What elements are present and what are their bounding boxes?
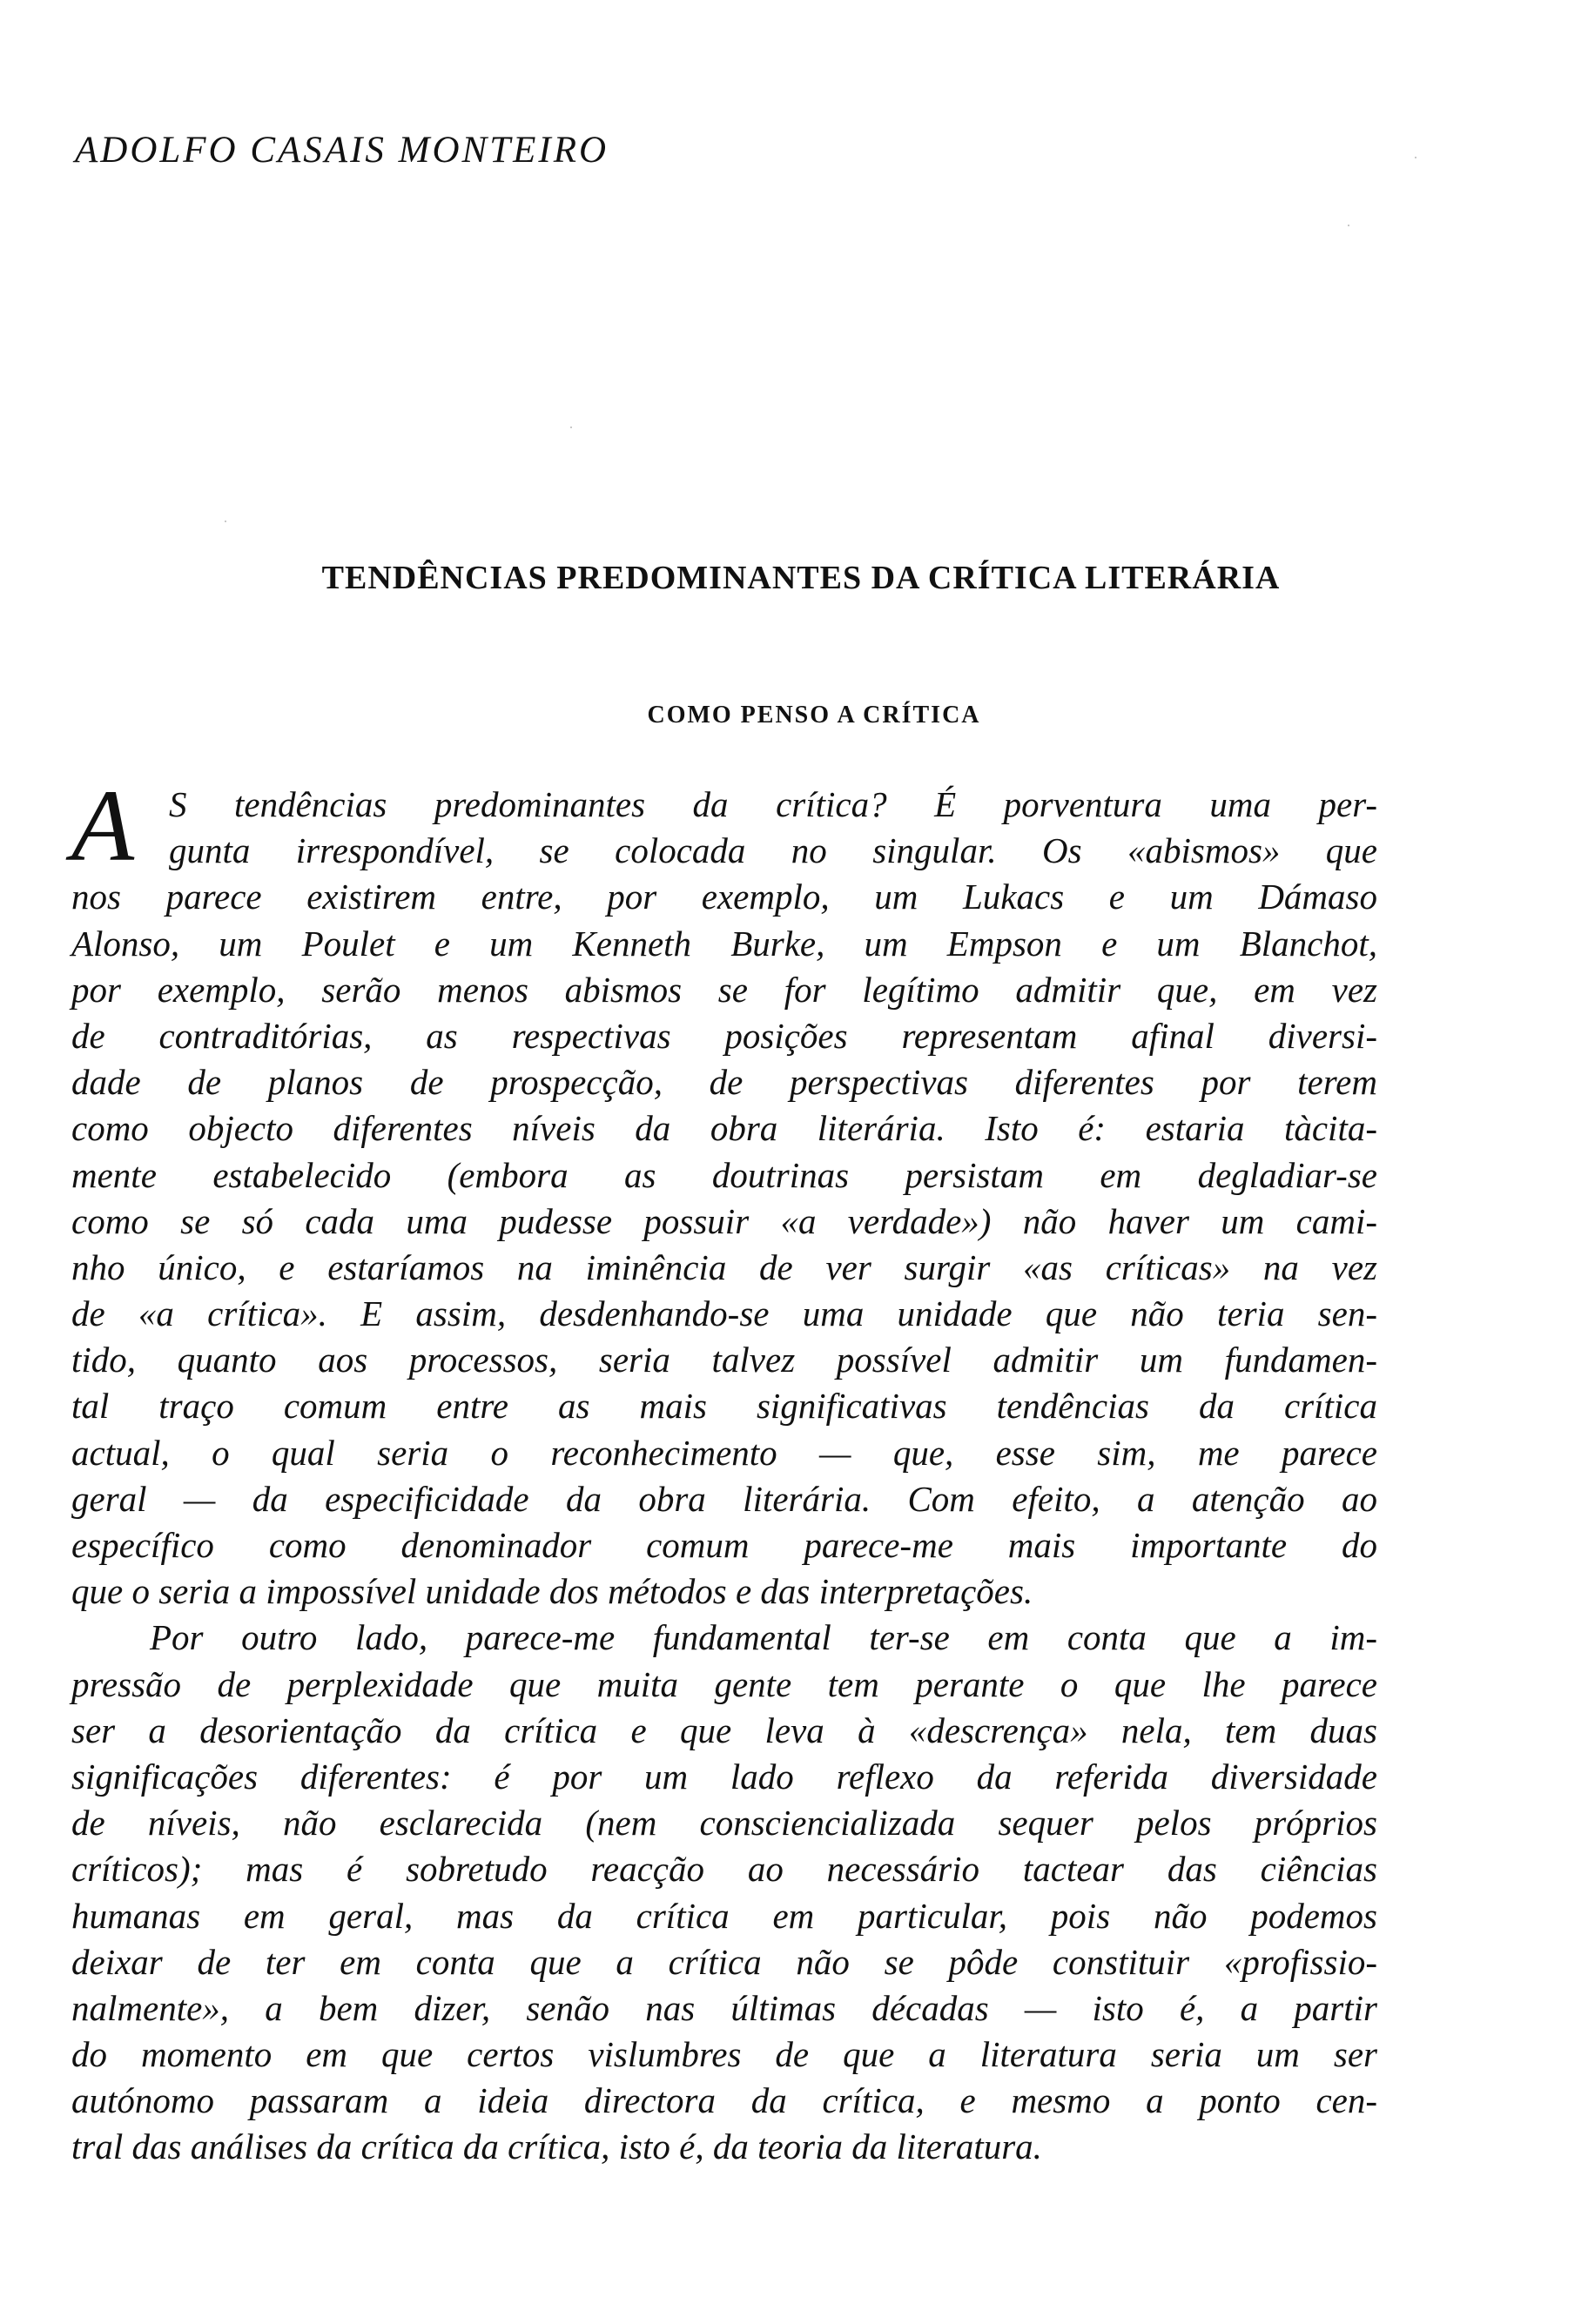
scan-speck — [225, 521, 226, 522]
text-line: Alonso, um Poulet e um Kenneth Burke, um Empson e um Blanchot, — [71, 923, 1377, 964]
text-line: críticos); mas é sobretudo reacção ao necessário tactear das ciências — [71, 1849, 1377, 1890]
text-line: tido, quanto aos processos, seria talvez possível admitir um fundamen- — [71, 1340, 1377, 1380]
text-line: gunta irrespondível, se colocada no singular. Os «abismos» que — [169, 830, 1377, 871]
scan-speck — [1348, 225, 1349, 226]
body-text — [71, 782, 1377, 2171]
text-line: Por outro lado, parece-me fundamental ter-se em conta que a im- — [150, 1617, 1377, 1658]
text-line: por exemplo, serão menos abismos se for legítimo admitir que, em vez — [71, 969, 1377, 1010]
text-line: deixar de ter em conta que a crítica não se pôde constituir «profissio- — [71, 1941, 1377, 1982]
text-line: pressão de perplexidade que muita gente tem perante o que lhe parece — [71, 1663, 1377, 1704]
text-line: mente estabelecido (embora as doutrinas persistam em degladiar-se — [71, 1154, 1377, 1195]
text-line: dade de planos de prospecção, de perspectivas diferentes por terem — [71, 1062, 1377, 1103]
drop-cap: A — [71, 769, 135, 883]
text-line: tal traço comum entre as mais significativas tendências da crítica — [71, 1386, 1377, 1427]
text-line: humanas em geral, mas da crítica em particular, pois não podemos — [71, 1895, 1377, 1936]
text-line: como se só cada uma pudesse possuir «a verdade») não haver um cami- — [71, 1200, 1377, 1241]
text-line: geral — da especificidade da obra literária. Com efeito, a atenção ao — [71, 1478, 1377, 1519]
text-line: que o seria a impossível unidade dos métodos e das interpretações. — [71, 1571, 1033, 1612]
text-line: nos parece existirem entre, por exemplo, um Lukacs e um Dámaso — [71, 877, 1377, 917]
scan-speck — [570, 427, 572, 428]
text-line: do momento em que certos vislumbres de que a literatura seria um ser — [71, 2034, 1377, 2075]
paragraph-1 — [71, 782, 1377, 1615]
scan-speck — [1415, 157, 1416, 158]
text-line: significações diferentes: é por um lado reflexo da referida diversidade — [71, 1756, 1377, 1797]
author-name: ADOLFO CASAIS MONTEIRO — [75, 130, 609, 171]
text-line: de contraditórias, as respectivas posições representam afinal diversi- — [71, 1015, 1377, 1056]
text-line: ser a desorientação da crítica e que leva à «descrença» nela, tem duas — [71, 1709, 1377, 1750]
text-line: tral das análises da crítica da crítica, isto é, da teoria da literatura. — [71, 2126, 1042, 2167]
text-line: S tendências predominantes da crítica? É porventura uma per- — [169, 784, 1377, 824]
text-line: específico como denominador comum parece-me mais importante do — [71, 1525, 1377, 1565]
text-line: de níveis, não esclarecida (nem consciencializada sequer pelos próprios — [71, 1803, 1377, 1844]
text-line: como objecto diferentes níveis da obra literária. Isto é: estaria tàcita- — [71, 1108, 1377, 1149]
text-line: actual, o qual seria o reconhecimento — que, esse sim, me parece — [71, 1432, 1377, 1473]
text-line: nalmente», a bem dizer, senão nas últimas décadas — isto é, a partir — [71, 1987, 1377, 2028]
text-line: autónomo passaram a ideia directora da crítica, e mesmo a ponto cen- — [71, 2080, 1377, 2121]
text-line: de «a crítica». E assim, desdenhando-se uma unidade que não teria sen- — [71, 1293, 1377, 1334]
section-title: COMO PENSO A CRÍTICA — [647, 702, 981, 729]
text-line: nho único, e estaríamos na iminência de ver surgir «as críticas» na vez — [71, 1246, 1377, 1287]
article-title: TENDÊNCIAS PREDOMINANTES DA CRÍTICA LITERÁRIA — [321, 560, 1281, 596]
paragraph-2 — [71, 1615, 1377, 2170]
